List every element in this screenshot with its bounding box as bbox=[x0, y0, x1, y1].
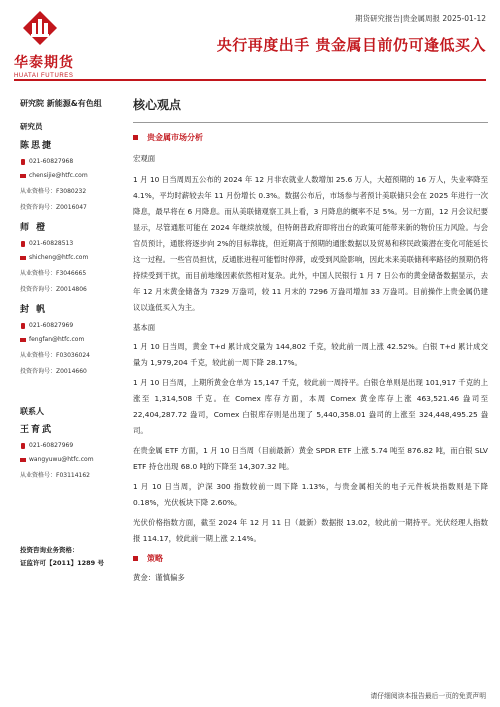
analyst-card bbox=[20, 302, 110, 375]
square-bullet-icon bbox=[133, 135, 138, 140]
email-address[interactable]: shicheng@htfc.com bbox=[29, 254, 89, 261]
square-bullet-icon bbox=[133, 556, 138, 561]
report-headline: 央行再度出手 贵金属目前仍可逢低买入 bbox=[216, 36, 486, 54]
phone-icon bbox=[20, 159, 26, 165]
paragraph-index: 1 月 10 日当周，沪深 300 指数较前一周下降 1.13%，与贵金属相关的电子元件板块指数则是下降 0.18%，光伏板块下降 2.60%。 bbox=[133, 482, 488, 507]
phone-line bbox=[20, 158, 110, 165]
department-name: 研究院 新能源&有色组 bbox=[20, 99, 102, 108]
phone-number: 021-60827968 bbox=[29, 158, 74, 165]
analyst-name: 陈思捷 bbox=[20, 141, 54, 151]
email-line bbox=[20, 172, 110, 179]
license-number: 证监许可【2011】1289 号 bbox=[20, 559, 104, 567]
license-line: 从业资格号：F03114162 bbox=[20, 472, 90, 479]
analyst-name: 封 帆 bbox=[20, 305, 48, 315]
email-icon bbox=[20, 255, 26, 261]
email-line bbox=[20, 336, 110, 343]
disclaimer-note: 请仔细阅读本报告最后一页的免责声明 bbox=[370, 692, 486, 700]
license-line: 从业资格号：F3080232 bbox=[20, 188, 87, 195]
strategy-title: 策略 bbox=[133, 553, 488, 564]
invest-line: 投资咨询号：Z0016047 bbox=[20, 204, 87, 211]
paragraph-pv: 光伏价格指数方面，截至 2024 年 12 月 11 日（最新）数据报 13.02，较此前一期持平。光伏经理人指数报 114.17，较此前一期上涨 2.14%。 bbox=[133, 518, 488, 543]
phone-line bbox=[20, 240, 110, 247]
phone-number: 021-60828513 bbox=[29, 240, 74, 247]
invest-line: 投资咨询号：Z0014660 bbox=[20, 368, 87, 375]
email-line bbox=[20, 456, 110, 463]
logo-text-en: HUATAI FUTURES bbox=[14, 73, 74, 79]
business-license bbox=[20, 544, 104, 570]
main-content bbox=[133, 96, 488, 583]
phone-line bbox=[20, 322, 110, 329]
section-divider bbox=[133, 122, 488, 123]
paragraph-macro: 1 月 10 日当周周五公布的 2024 年 12 月非农就业人数增加 25.6 万人，大超预期的 16 万人，失业率降至 4.1%，平均时薪较去年 11 月份增长 0.3%。数据公布后，市场参与者预计美联储只会在 2025 年进行一次降息，最早将在 6 月降息。而从美联储观察工具上看，3 月降息的概率不足 5%。另一方面，12 月会议纪要显示，尽管通胀可能在 2024 年继续放缓，但特朗普政府即将出台的政策可能带来新的物价压力风险。与会官员预计，通胀将逐步向 2%的目标靠拢，但近期高于预期的通胀数据以及贸易和移民政策潜在变化可能延长这一过程。一些官员担忧，反通胀进程可能暂时停滞，或受到风险影响，因此未来美联储利率路径的预期仍将持续受到干扰，而目前地缘因素依然相对复杂。此外，中国人民银行 1 月 7 日公布的黄金储备数据显示，去年 12 月末黄金储备为 7329 万盎司，较 11 月末的 7296 万盎司增加 33 万盎司。目前操作上贵金属仍建议以逢低买入为主。 bbox=[133, 175, 488, 312]
email-address[interactable]: wangyuwu@htfc.com bbox=[29, 456, 94, 463]
email-icon bbox=[20, 173, 26, 179]
license-title: 投资咨询业务资格： bbox=[20, 546, 79, 554]
header-divider bbox=[14, 79, 486, 81]
sidebar bbox=[0, 94, 116, 707]
analyst-card bbox=[20, 220, 110, 293]
macro-label: 宏观面 bbox=[133, 154, 156, 163]
contact-name: 王育武 bbox=[20, 425, 54, 435]
email-address[interactable]: fengfan@htfc.com bbox=[29, 336, 85, 343]
phone-number: 021-60827969 bbox=[29, 442, 74, 449]
paragraph-volume: 1 月 10 日当周，黄金 T+d 累计成交量为 144,802 千克，较此前一周上涨 42.52%。白银 T+d 累计成交量为 1,979,204 千克，较此前一周下降 28.17%。 bbox=[133, 342, 488, 367]
logo-mark-icon bbox=[22, 10, 58, 46]
analyst-name: 师 橙 bbox=[20, 223, 48, 233]
logo bbox=[14, 10, 100, 79]
email-icon bbox=[20, 457, 26, 463]
invest-line: 投资咨询号：Z0014806 bbox=[20, 286, 87, 293]
license-line: 从业资格号：F3046665 bbox=[20, 270, 87, 277]
paragraph-inventory: 1 月 10 日当周，上期所黄金仓单为 15,147 千克，较此前一周持平。白银仓单则是出现 101,917 千克的上涨至 1,314,508 千克。在 Comex 库存方面，本周 Comex 黄金库存上涨 463,521.46 盎司至 22,404,287.72 盎司，Comex 白银库存则是出现了 5,440,358.01 盎司的上涨至 324,448,495.25 盎司。 bbox=[133, 378, 488, 435]
phone-line bbox=[20, 442, 110, 449]
subsection-title: 贵金属市场分析 bbox=[133, 132, 488, 143]
phone-icon bbox=[20, 443, 26, 449]
department-block bbox=[20, 98, 102, 132]
section-title: 核心观点 bbox=[133, 98, 182, 112]
contact-card bbox=[20, 422, 110, 479]
phone-icon bbox=[20, 323, 26, 329]
license-line: 从业资格号：F03036024 bbox=[20, 352, 90, 359]
logo-text-cn: 华泰期货 bbox=[14, 55, 74, 71]
fundamentals-label: 基本面 bbox=[133, 323, 156, 332]
email-line bbox=[20, 254, 110, 261]
phone-number: 021-60827969 bbox=[29, 322, 74, 329]
email-icon bbox=[20, 337, 26, 343]
paragraph-etf: 在贵金属 ETF 方面，1 月 10 日当周（目前最新）黄金 SPDR ETF 上涨 5.74 吨至 876.82 吨，而白银 SLV ETF 持仓出现 68.0 吨的下降至 14,307.32 吨。 bbox=[133, 446, 488, 471]
analyst-card bbox=[20, 138, 110, 211]
contact-label: 联系人 bbox=[20, 407, 44, 416]
email-address[interactable]: chensijie@htfc.com bbox=[29, 172, 88, 179]
document-meta: 期货研究报告|贵金属周报 2025-01-12 bbox=[355, 14, 486, 23]
phone-icon bbox=[20, 241, 26, 247]
researcher-label: 研究员 bbox=[20, 122, 43, 131]
strategy-line: 黄金：谨慎偏多 bbox=[133, 573, 185, 582]
